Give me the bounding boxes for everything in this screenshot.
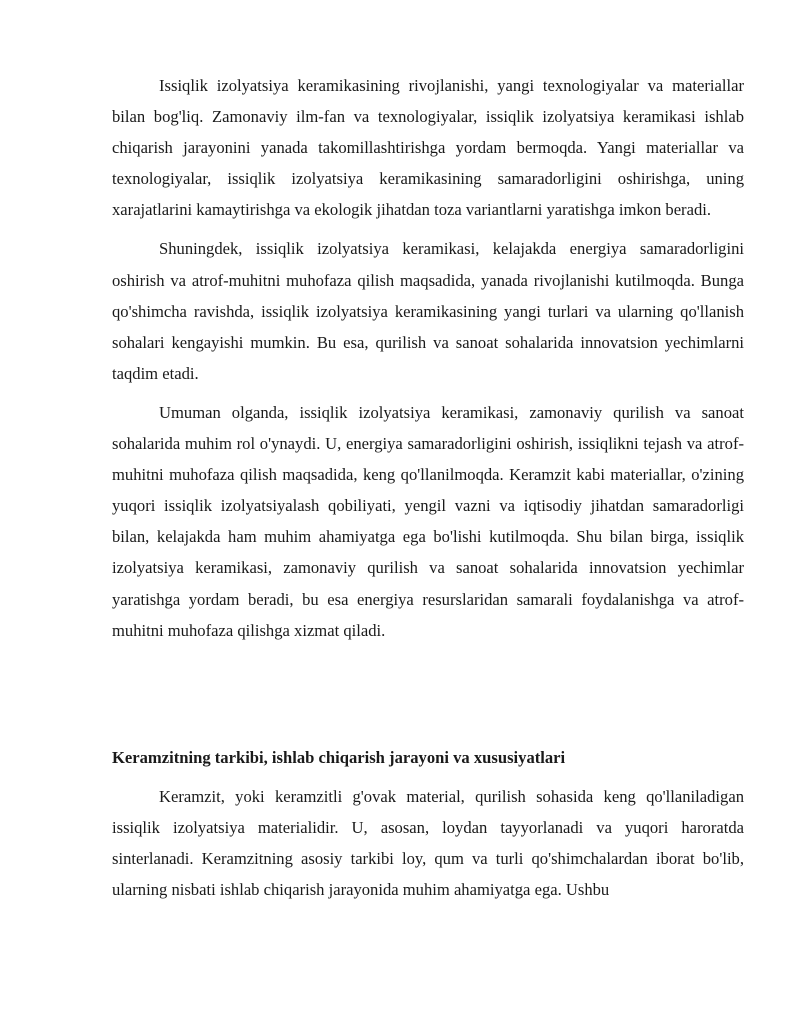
paragraph-1: Issiqlik izolyatsiya keramikasining rivojlanishi, yangi texnologiyalar va materiallar bilan bog'liq. Zamonaviy ilm-fan va texnologiyalar, issiqlik izolyatsiya keramikasi ishlab chiqarish jarayonini yanada takomillashtirishga yordam bermoqda. Yangi materiallar va texnologiyalar, issiqlik izolyatsiya keramikasining samaradorligini oshirishga, uning xarajatlarini kamaytirishga va ekologik jihatdan toza variantlarni yaratishga imkon beradi. [112,76,744,220]
section-heading: Keramzitning tarkibi, ishlab chiqarish jarayoni va xususiyatlari [112,747,566,767]
paragraph-2: Shuningdek, issiqlik izolyatsiya keramikasi, kelajakda energiya samaradorligini oshirish va atrof-muhitni muhofaza qilish maqsadida, yanada rivojlanishi kutilmoqda. Bunga qo'shimcha ravishda, issiqlik izolyatsiya keramikasining yangi turlari va ularning qo'llanish sohalari kengayishi mumkin. Bu esa, qurilish va sanoat sohalarida innovatsion yechimlarni taqdim etadi. [112,239,744,383]
document-page [112,70,744,905]
paragraph-3: Umuman olganda, issiqlik izolyatsiya keramikasi, zamonaviy qurilish va sanoat sohalarida muhim rol o'ynaydi. U, energiya samaradorligini oshirish, issiqlikni tejash va atrof-muhitni muhofaza qilish maqsadida, keng qo'llanilmoqda. Keramzit kabi materiallar, o'zining yuqori issiqlik izolyatsiyalash qobiliyati, yengil vazni va iqtisodiy jihatdan samaradorligi bilan, kelajakda ham muhim ahamiyatga ega bo'lishi kutilmoqda. Shu bilan birga, issiqlik izolyatsiya keramikasi, zamonaviy qurilish va sanoat sohalarida innovatsion yechimlar yaratishga yordam beradi, bu esa energiya resurslaridan samarali foydalanishga va atrof-muhitni muhofaza qilishga xizmat qiladi. [112,402,744,640]
section-paragraph: Keramzit, yoki keramzitli g'ovak material, qurilish sohasida keng qo'llaniladigan issiqlik izolyatsiya materialidir. U, asosan, loydan tayyorlanadi va yuqori haroratda sinterlanadi. Keramzitning asosiy tarkibi loy, qum va turli qo'shimchalardan iborat bo'lib, ularning nisbati ishlab chiqarish jarayonida muhim ahamiyatga ega. Ushbu [112,786,744,900]
